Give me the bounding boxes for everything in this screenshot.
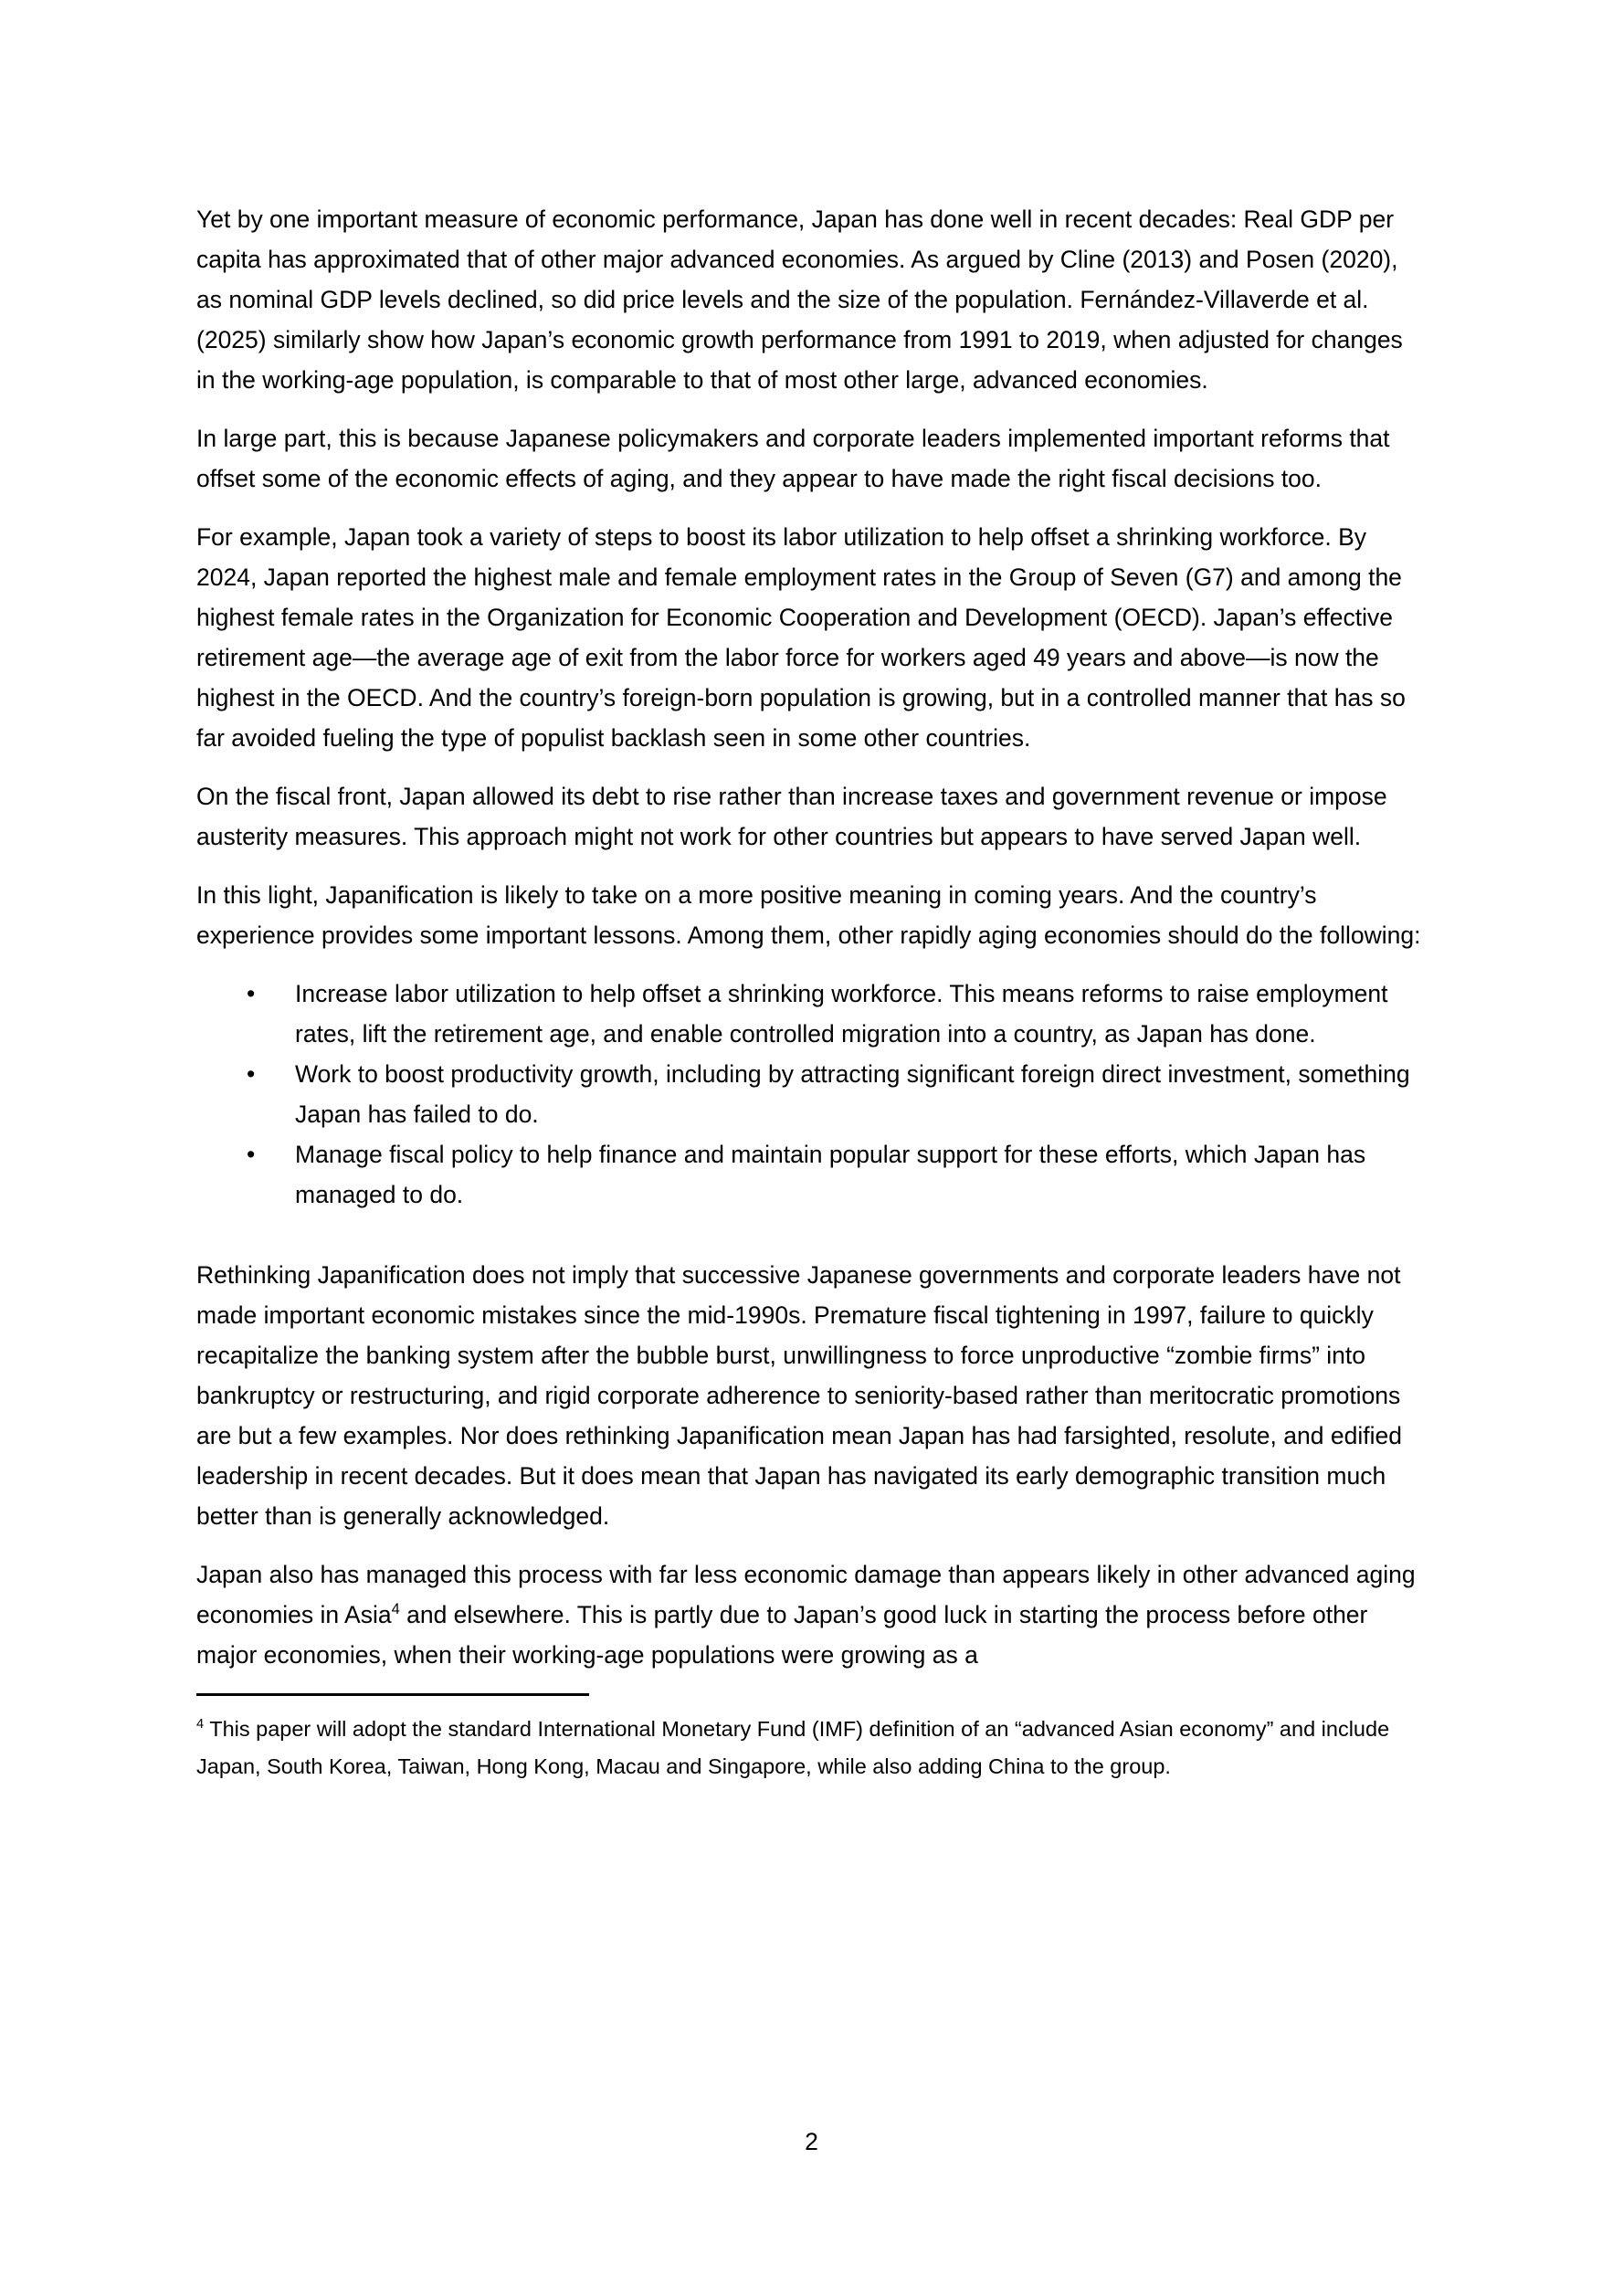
footnote-body: This paper will adopt the standard International Monetary Fund (IMF) definition of an “advanced Asian economy” and include Japan, South Korea, Taiwan, Hong Kong, Macau and Singapore, while also adding China to the group.	[196, 1717, 1390, 1778]
lessons-bullet-list	[196, 974, 1425, 1215]
paragraph-policymaker-reforms: In large part, this is because Japanese policymakers and corporate leaders implemented important reforms that offset some of the economic effects of aging, and they appear to have made the right fiscal decisions too.	[196, 425, 1390, 492]
footnote-reference-marker: 4	[391, 1601, 400, 1618]
footnote-text	[196, 1711, 1425, 1785]
bullet-icon: •	[247, 1060, 256, 1088]
paragraph-closing	[196, 1554, 1425, 1675]
footnote-separator-line	[196, 1693, 589, 1696]
footnote-number: 4	[196, 1717, 205, 1733]
paragraph-rethinking-japanification: Rethinking Japanification does not imply that successive Japanese governments and corporate leaders have not made important economic mistakes since the mid-1990s. Premature fiscal tightening in 1997, failure to quickly recapitalize the banking system after the bubble burst, unwillingness to force unproductive “zombie firms” into bankruptcy or restructuring, and rigid corporate adherence to seniority-based rather than meritocratic promotions are but a few examples. Nor does rethinking Japanification mean Japan has had farsighted, resolute, and edified leadership in recent decades. But it does mean that Japan has navigated its early demographic transition much better than is generally acknowledged.	[196, 1261, 1402, 1530]
list-item	[196, 1134, 1425, 1215]
list-item	[196, 1054, 1425, 1134]
footnote-block	[196, 1693, 1425, 1785]
list-item	[196, 974, 1425, 1054]
page-number: 2	[805, 2128, 818, 2155]
closing-text-after-footnote-ref: and elsewhere. This is partly due to Japan’s good luck in starting the process before other major economies, when their working-age populations were growing as a	[196, 1601, 1368, 1669]
paragraph-gdp-performance: Yet by one important measure of economic performance, Japan has done well in recent decades: Real GDP per capita has approximated that of other major advanced economies. As argued by Cline (2013) and Posen (2020), as nominal GDP levels declined, so did price levels and the size of the population. Fernández-Villaverde et al. (2025) similarly show how Japan’s economic growth performance from 1991 to 2019, when adjusted for changes in the working-age population, is comparable to that of most other large, advanced economies.	[196, 205, 1403, 394]
closing-text-before-footnote-ref: Japan also has managed this process with far less economic damage than appears likely in other advanced aging economies in Asia	[196, 1561, 1416, 1628]
bullet-icon: •	[247, 980, 256, 1007]
list-item-text: Increase labor utilization to help offset a shrinking workforce. This means reforms to raise employment rates, lift the retirement age, and enable controlled migration into a country, as Japan has done.	[295, 980, 1388, 1048]
paragraph-japanification-lessons: In this light, Japanification is likely to take on a more positive meaning in coming years. And the country’s experience provides some important lessons. Among them, other rapidly aging economies should do the following:	[196, 881, 1421, 949]
list-item-text: Work to boost productivity growth, including by attracting significant foreign direct investment, something Japan has failed to do.	[295, 1060, 1410, 1128]
paragraph-fiscal-front: On the fiscal front, Japan allowed its debt to rise rather than increase taxes and government revenue or impose austerity measures. This approach might not work for other countries but appears to have served Japan well.	[196, 783, 1387, 850]
paragraph-labor-utilization: For example, Japan took a variety of steps to boost its labor utilization to help offset a shrinking workforce. By 2024, Japan reported the highest male and female employment rates in the Group of Seven (G7) and among the highest female rates in the Organization for Economic Cooperation and Development (OECD). Japan’s effective retirement age—the average age of exit from the labor force for workers aged 49 years and above—is now the highest in the OECD. And the country’s foreign-born population is growing, but in a controlled manner that has so far avoided fueling the type of populist backlash seen in some other countries.	[196, 523, 1406, 752]
bullet-icon: •	[247, 1141, 256, 1168]
list-item-text: Manage fiscal policy to help finance and maintain popular support for these efforts, which Japan has managed to do.	[295, 1141, 1366, 1208]
